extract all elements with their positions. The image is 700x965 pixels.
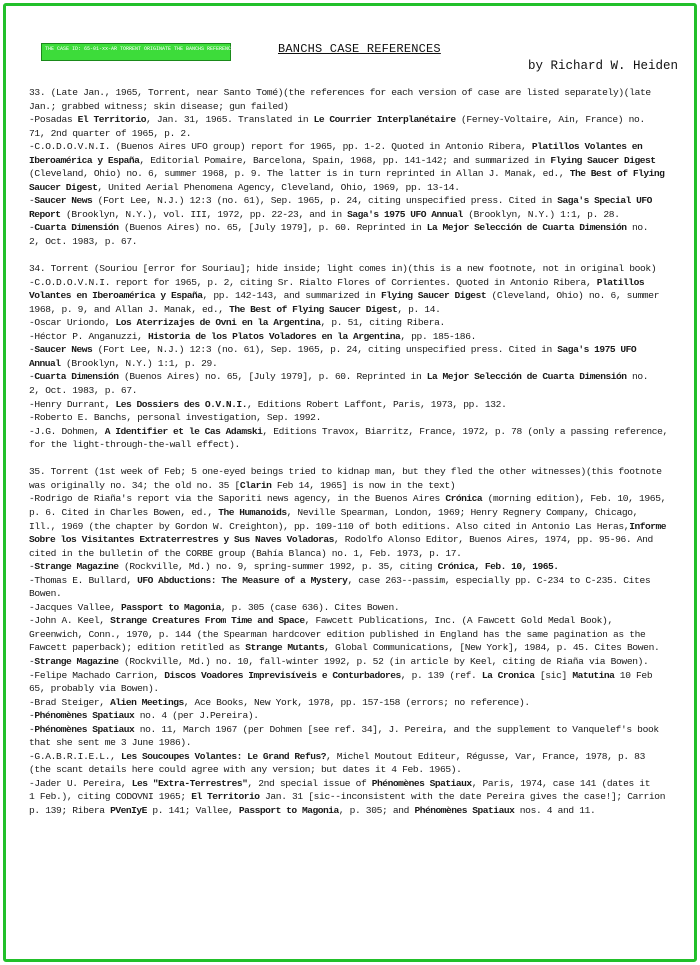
text-segment: 1 Feb.), citing CODOVNI 1965; [29,791,192,803]
text-segment: for the light-through-the-wall effect). [29,439,240,451]
text-segment: p. 139; Ribera [29,804,111,816]
text-segment: -Roberto E. Banchs, personal investigation, Sep. 1992. [29,412,321,424]
text-segment: Ill., 1969 (the chapter by Gordon W. Creighton), pp. 109-110 of both editions. Also cited in Antonio Las Heras, [29,520,630,532]
reference-line [29,655,685,669]
text-segment: , p. 305; and [338,804,415,816]
text-segment: Bowen. [29,588,62,600]
reference-line [29,696,685,710]
title-text: Saga's 1975 UFO Annual [347,208,463,220]
text-segment: -Jader U. Pereira, [29,777,132,789]
references-body [29,86,685,818]
reference-line [29,235,685,249]
title-text: Les Soucoupes Volantes: Le Grand Refus? [120,750,326,762]
text-segment: , case 263--passim, especially pp. C-234 to C-235. Cites [347,574,651,586]
reference-line [29,370,685,384]
text-segment: -John A. Keel, [29,615,111,627]
text-segment: , p. 14. [397,303,441,315]
reference-line [29,506,685,520]
text-segment: -Henry Durrant, [29,398,116,410]
title-text: Phénomènes Spatiaux [34,723,135,735]
page-frame [3,3,697,962]
text-segment: Feb 14, 1965] is now in the text) [271,479,456,491]
reference-line [29,560,685,574]
title-text: Los Aterrizajes de Ovni en la Argentina [115,317,321,329]
reference-line [29,343,685,357]
title-text: Les Dossiers des O.V.N.I. [115,398,247,410]
reference-line [29,154,685,168]
text-segment: p. 6. Cited in Charles Bowen, ed., [29,506,219,518]
text-segment: - [29,710,35,722]
text-segment: -Jacques Vallee, [29,601,121,613]
title-text: The Humanoids [218,506,287,518]
title-text: La Cronica [481,669,535,681]
title-text: A Identifier et le Cas Adamski [104,425,263,437]
reference-line [29,100,685,114]
text-segment: Jan.; grabbed witness; skin disease; gun failed) [29,100,289,112]
text-segment: 33. (Late Jan., 1965, Torrent, near Santo Tomé)(the references for each version of case are listed separately)(late [29,87,651,98]
title-text: Strange Magazine [34,561,119,573]
text-segment: (Rockville, Md.) no. 10, fall-winter 1992, p. 52 (in article by Keel, citing de Riaña via Bowen). [118,655,649,667]
text-segment: , Editorial Pomaire, Barcelona, Spain, 1968, pp. 141-142; and summarized in [139,154,551,166]
text-segment: (Brooklyn, N.Y.), vol. III, 1972, pp. 22-23, and in [60,208,348,220]
text-segment: - [29,344,35,356]
reference-line [29,221,685,235]
reference-line [29,465,685,479]
title-text: The Best of Flying Saucer Digest [229,303,398,315]
reference-line [29,547,685,561]
reference-line [29,641,685,655]
reference-line [29,357,685,371]
text-segment: , Rodolfo Alonso Editor, Buenos Aires, 1974, pp. 95-96. And [333,534,653,546]
title-text: El Territorio [77,114,147,126]
reference-line [29,533,685,547]
reference-line [29,208,685,222]
text-segment: (Brooklyn, N.Y.) 1:1, p. 28. [462,208,620,220]
title-text: Saga's Special UFO [557,195,652,207]
text-segment: (Rockville, Md.) no. 9, spring-summer 1992, p. 35, citing [118,561,438,573]
reference-line [29,614,685,628]
reference-line [29,167,685,181]
text-segment: , Jan. 31, 1965. Translated in [146,114,314,126]
text-segment: , p. 305 (case 636). Cites Bowen. [220,601,400,613]
reference-line [29,411,685,425]
title-text: La Mejor Selección de Cuarta Dimensión [426,371,627,383]
reference-line [29,736,685,750]
reference-line [29,628,685,642]
paragraph-gap [29,249,685,263]
text-segment: , p. 51, citing Ribera. [320,317,445,329]
text-segment: , Neville Spearman, London, 1969; Henry Regnery Company, Chicago, [286,506,639,518]
text-segment: (morning edition), Feb. 10, 1965, [482,493,667,505]
reference-line [29,587,685,601]
text-segment: no. 4 (per J.Pereira). [134,710,259,722]
text-segment: 1968, p. 9, and Allan J. Manak, ed., [29,303,230,315]
title-text: Report [29,208,61,220]
text-segment: was originally no. 34; the old no. 35 [ [29,479,240,491]
text-segment: , Fawcett Publications, Inc. (A Fawcett Gold Medal Book), [304,615,613,627]
text-segment: 65, probably via Bowen). [29,683,159,695]
text-segment: - [29,561,35,573]
title-text: Phénomènes Spatiaux [371,777,472,789]
reference-line [29,181,685,195]
text-segment: , Michel Moutout Editeur, Régusse, Var, France, 1978, p. 83 [325,750,645,762]
reference-line [29,438,685,452]
text-segment: - [29,195,35,207]
text-segment: cited in the bulletin of the CORBE group (Bahía Blanca) no. 1, Feb. 1973, p. 17. [29,547,462,559]
text-segment: -Thomas E. Bullard, [29,574,138,586]
reference-line [29,709,685,723]
text-segment: 71, 2nd quarter of 1965, p. 2. [29,127,192,139]
reference-line [29,289,685,303]
text-segment: , Editions Travox, Biarritz, France, 1972, p. 78 (only a passing reference, [262,425,668,437]
text-segment: - [29,371,35,383]
title-text: Saucer News [34,195,93,207]
reference-line [29,86,685,100]
text-segment: 35. Torrent (1st week of Feb; 5 one-eyed beings tried to kidnap man, but they fled the other witnesses)(this footnote [29,466,662,478]
title-text: Cuarta Dimensión [34,222,119,234]
text-segment: , Paris, 1974, case 141 (dates it [471,777,651,789]
case-id-stamp: THE CASE ID: 65-01-xx-AR TORRENT ORIGINATE THE BANCHS REFERENCE N°1 ID: 000000000 000-000 [41,43,231,61]
reference-line [29,777,685,791]
text-segment: -Posadas [29,114,78,126]
title-text: Clarin [239,479,272,491]
text-segment: -Rodrigo de Riaña's report via the Saporiti news agency, in the Buenos Aires [29,493,446,505]
text-segment: -Oscar Uriondo, [29,317,116,329]
reference-line [29,763,685,777]
text-segment: (the scant details here could agree with any version; but dates it 4 Feb. 1965). [29,764,462,776]
text-segment: -Brad Steiger, [29,696,111,708]
text-segment: -G.A.B.R.I.E.L., [29,750,121,762]
title-text: Passport to Magonia [238,804,339,816]
text-segment: - [29,222,35,234]
reference-line [29,669,685,683]
title-text: Discos Voadores Imprevisíveis e Conturbadores [164,669,401,681]
title-text: Passport to Magonia [120,601,221,613]
text-segment: no. [626,371,649,383]
text-segment: (Fort Lee, N.J.) 12:3 (no. 61), Sep. 1965, p. 24, citing unspecified press. Cited in [92,195,558,207]
text-segment: , pp. 185-186. [400,330,477,342]
title-text: Crónica [445,493,483,505]
reference-line [29,682,685,696]
reference-line [29,520,685,534]
text-segment: -C.O.D.O.V.N.I. (Buenos Aires UFO group) report for 1965, pp. 1-2. Quoted in Antonio Ribera, [29,141,532,153]
text-segment: Jan. 31 [sic--inconsistent with the date Pereira gives the case!]; Carrion [259,791,666,803]
text-segment: - [29,723,35,735]
text-segment: 34. Torrent (Souriou [error for Souriau]; hide inside; light comes in)(this is a new footnote, not in original book) [29,263,657,275]
text-segment: (Buenos Aires) no. 65, [July 1979], p. 60. Reprinted in [118,371,427,383]
text-segment: 2, Oct. 1983, p. 67. [29,385,138,397]
title-text: Strange Magazine [34,655,119,667]
reference-line [29,601,685,615]
text-segment: , Ace Books, New York, 1978, pp. 157-158 (errors; no reference). [183,696,530,708]
title-text: Sobre los Visitantes Extraterrestres y Sus Naves Voladoras [29,534,334,546]
text-segment: (Ferney-Voltaire, Ain, France) no. [455,114,645,126]
title-text: Saucer News [34,344,93,356]
reference-line [29,750,685,764]
title-text: El Territorio [191,791,260,803]
reference-line [29,194,685,208]
reference-line [29,316,685,330]
title-text: Matutina [572,669,615,681]
text-segment: no. 11, March 1967 (per Dohmen [see ref. 34], J. Pereira, and the supplement to Vanquelef's book [134,723,659,735]
reference-line [29,398,685,412]
text-segment: that she sent me 3 June 1986). [29,737,192,749]
title-text: Saga's 1975 UFO [557,344,637,356]
title-text: Iberoamérica y España [29,154,140,166]
text-segment: Fawcett paperback); edition retitled as [29,642,246,654]
title-text: Historia de los Platos Voladores en la Argentina [147,330,401,342]
reference-line [29,303,685,317]
title-text: Strange Creatures From Time and Space [110,615,305,627]
title-text: Platillos Volantes en [531,141,643,153]
text-segment: -Felipe Machado Carrion, [29,669,165,681]
reference-line [29,127,685,141]
title-text: Alien Meetings [110,696,184,708]
title-text: Crónica, Feb. 10, 1965. [437,561,559,573]
text-segment: (Brooklyn, N.Y.) 1:1, p. 29. [60,357,218,369]
reference-line [29,574,685,588]
reference-line [29,262,685,276]
text-segment: (Fort Lee, N.J.) 12:3 (no. 61), Sep. 1965, p. 24, citing unspecified press. Cited in [92,344,558,356]
text-segment: -J.G. Dohmen, [29,425,105,437]
document-title: BANCHS CASE REFERENCES [278,42,441,56]
text-segment: (Buenos Aires) no. 65, [July 1979], p. 60. Reprinted in [118,222,427,234]
title-text: UFO Abductions: The Measure of a Mystery [137,574,348,586]
title-text: Le Courrier Interplanétaire [313,114,456,126]
text-segment: - [29,655,35,667]
title-text: Annual [29,357,61,369]
title-text: Cuarta Dimensión [34,371,119,383]
text-segment: , p. 139 (ref. [400,669,482,681]
text-segment: [sic] [534,669,573,681]
reference-line [29,425,685,439]
reference-line [29,804,685,818]
text-segment: , United Aerial Phenomena Agency, Cleveland, Ohio, 1969, pp. 13-14. [97,181,460,193]
title-text: PVenIyE [110,804,147,816]
text-segment: 2, Oct. 1983, p. 67. [29,236,138,248]
title-text: Flying Saucer Digest [550,154,656,166]
text-segment: p. 141; Vallee, [146,804,239,816]
reference-line [29,723,685,737]
text-segment: , pp. 142-143, and summarized in [202,290,381,302]
reference-line [29,492,685,506]
reference-line [29,276,685,290]
text-segment: , Global Communications, [New York], 1984, p. 45. Cites Bowen. [324,642,660,654]
title-text: The Best of Flying [569,168,665,180]
reference-line [29,113,685,127]
title-text: Phénomènes Spatiaux [34,710,135,722]
title-text: Informe [629,520,667,532]
text-segment: 10 Feb [614,669,653,681]
text-segment: -Héctor P. Anganuzzi, [29,330,148,342]
text-segment: Greenwich, Conn., 1970, p. 144 (the Spearman hardcover edition published in England has the same pagination as the [29,628,646,640]
title-text: Phénomènes Spatiaux [414,804,515,816]
title-text: Saucer Digest [29,181,98,193]
title-text: Les "Extra-Terrestres" [131,777,248,789]
reference-line [29,479,685,493]
title-text: La Mejor Selección de Cuarta Dimensión [426,222,627,234]
text-segment: nos. 4 and 11. [514,804,596,816]
title-text: Platillos [596,276,645,288]
text-segment: -C.O.D.O.V.N.I. report for 1965, p. 2, citing Sr. Rialto Flores of Corrientes. Quoted in Antonio Ribera, [29,276,597,288]
author-byline: by Richard W. Heiden [527,59,678,73]
text-segment: , Editions Robert Laffont, Paris, 1973, pp. 132. [246,398,507,410]
reference-line [29,384,685,398]
title-text: Volantes en Iberoamérica y España [29,290,203,302]
reference-line [29,140,685,154]
reference-line [29,790,685,804]
title-text: Strange Mutants [245,642,325,654]
text-segment: , 2nd special issue of [247,777,372,789]
text-segment: (Cleveland, Ohio) no. 6, summer [486,290,660,302]
title-text: Flying Saucer Digest [380,290,487,302]
paragraph-gap [29,452,685,466]
text-segment: (Cleveland, Ohio) no. 6, summer 1968, p. 9. The latter is in turn reprinted in Allan J. Manak, ed., [29,168,570,180]
reference-line [29,330,685,344]
text-segment: no. [626,222,649,234]
